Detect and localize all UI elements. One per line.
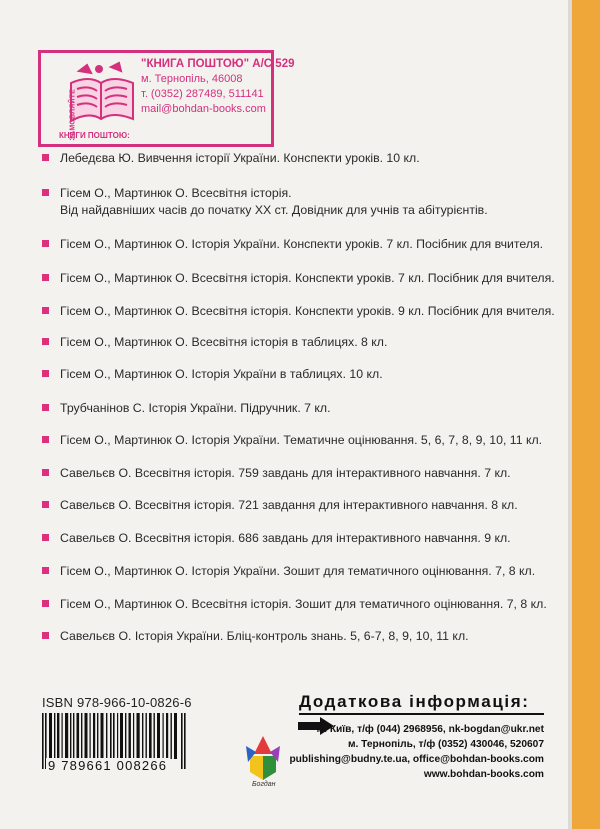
book-title: Лебедєва Ю. Вивчення історії України. Конспекти уроків. 10 кл. bbox=[60, 151, 420, 165]
publisher-logo-text: Богдан bbox=[252, 781, 276, 788]
stamp-bottom-text: КНИГИ ПОШТОЮ: bbox=[59, 131, 130, 140]
book-title: Гісем О., Мартинюк О. Всесвітня історія. Зошит для тематичного оцінювання. 7, 8 кл. bbox=[60, 597, 547, 611]
stamp-line-4: mail@bohdan-books.com bbox=[141, 103, 266, 115]
book-title: Гісем О., Мартинюк О. Всесвітня історія. Конспекти уроків. 9 кл. Посібник для вчителя. bbox=[60, 304, 555, 318]
orange-spine-stripe bbox=[572, 0, 600, 829]
book-title: Савельєв О. Всесвітня історія. 686 завдань для інтерактивного навчання. 9 кл. bbox=[60, 531, 511, 545]
book-illustration bbox=[49, 61, 139, 141]
isbn-label: ISBN 978-966-10-0826-6 bbox=[42, 695, 192, 710]
barcode-number: 9 789661 008266 bbox=[48, 758, 168, 773]
bullet-square-icon bbox=[42, 600, 49, 607]
bullet-square-icon bbox=[42, 404, 49, 411]
contact-info bbox=[280, 722, 544, 782]
stamp-side-text: ЗАМОВЛЯЙТЕ bbox=[69, 88, 77, 141]
bullet-square-icon bbox=[42, 154, 49, 161]
contact-emails: publishing@budny.te.ua, office@bohdan-books.com bbox=[289, 754, 544, 765]
info-title: Додаткова інформація: bbox=[299, 692, 530, 711]
book-title: Гісем О., Мартинюк О. Історія України. Тематичне оцінювання. 5, 6, 7, 8, 9, 10, 11 кл. bbox=[60, 433, 543, 447]
book-title: Гісем О., Мартинюк О. Історія України. Конспекти уроків. 7 кл. Посібник для вчителя. bbox=[60, 237, 544, 251]
bullet-square-icon bbox=[42, 370, 49, 377]
book-title: Савельєв О. Всесвітня історія. 759 завдань для інтерактивного навчання. 7 кл. bbox=[60, 466, 511, 480]
bullet-square-icon bbox=[42, 632, 49, 639]
bullet-square-icon bbox=[42, 189, 49, 196]
book-title: Гісем О., Мартинюк О. Історія України. Зошит для тематичного оцінювання. 7, 8 кл. bbox=[60, 564, 536, 578]
bullet-square-icon bbox=[42, 307, 49, 314]
contact-ternopil: м. Тернопіль, т/ф (0352) 430046, 520607 bbox=[347, 739, 544, 750]
stamp-line-2: м. Тернопіль, 46008 bbox=[141, 73, 243, 85]
book-title: Савельєв О. Всесвітня історія. 721 завдання для інтерактивного навчання. 8 кл. bbox=[60, 498, 518, 512]
mail-order-stamp bbox=[38, 50, 295, 147]
stamp-line-3: т. (0352) 287489, 511141 bbox=[141, 88, 264, 100]
bullet-square-icon bbox=[42, 436, 49, 443]
book-title: Трубчанінов С. Історія України. Підручник. 7 кл. bbox=[60, 401, 331, 415]
stamp-line-1: "КНИГА ПОШТОЮ" А/С 529 bbox=[141, 58, 295, 70]
book-title: Гісем О., Мартинюк О. Всесвітня історія. bbox=[60, 186, 292, 200]
bullet-square-icon bbox=[42, 240, 49, 247]
info-divider bbox=[299, 713, 544, 715]
book-title: Гісем О., Мартинюк О. Всесвітня історія в таблицях. 8 кл. bbox=[60, 335, 388, 349]
contact-website: www.bohdan-books.com bbox=[423, 769, 544, 780]
book-title-continued: Від найдавніших часів до початку XX ст. Довідник для учнів та абітурієнтів. bbox=[60, 203, 488, 217]
bullet-square-icon bbox=[42, 274, 49, 281]
bullet-square-icon bbox=[42, 501, 49, 508]
bullet-square-icon bbox=[42, 338, 49, 345]
contact-kyiv: м. Київ, т/ф (044) 2968956, nk-bogdan@ukr.net bbox=[316, 724, 544, 735]
book-title: Савельєв О. Історія України. Бліц-контроль знань. 5, 6-7, 8, 9, 10, 11 кл. bbox=[60, 629, 469, 643]
bullet-square-icon bbox=[42, 469, 49, 476]
bullet-square-icon bbox=[42, 534, 49, 541]
open-book-icon bbox=[49, 61, 139, 137]
book-title: Гісем О., Мартинюк О. Всесвітня історія. Конспекти уроків. 7 кл. Посібник для вчителя. bbox=[60, 271, 555, 285]
book-title: Гісем О., Мартинюк О. Історія України в таблицях. 10 кл. bbox=[60, 367, 383, 381]
bullet-square-icon bbox=[42, 567, 49, 574]
stamp-address bbox=[141, 57, 295, 117]
